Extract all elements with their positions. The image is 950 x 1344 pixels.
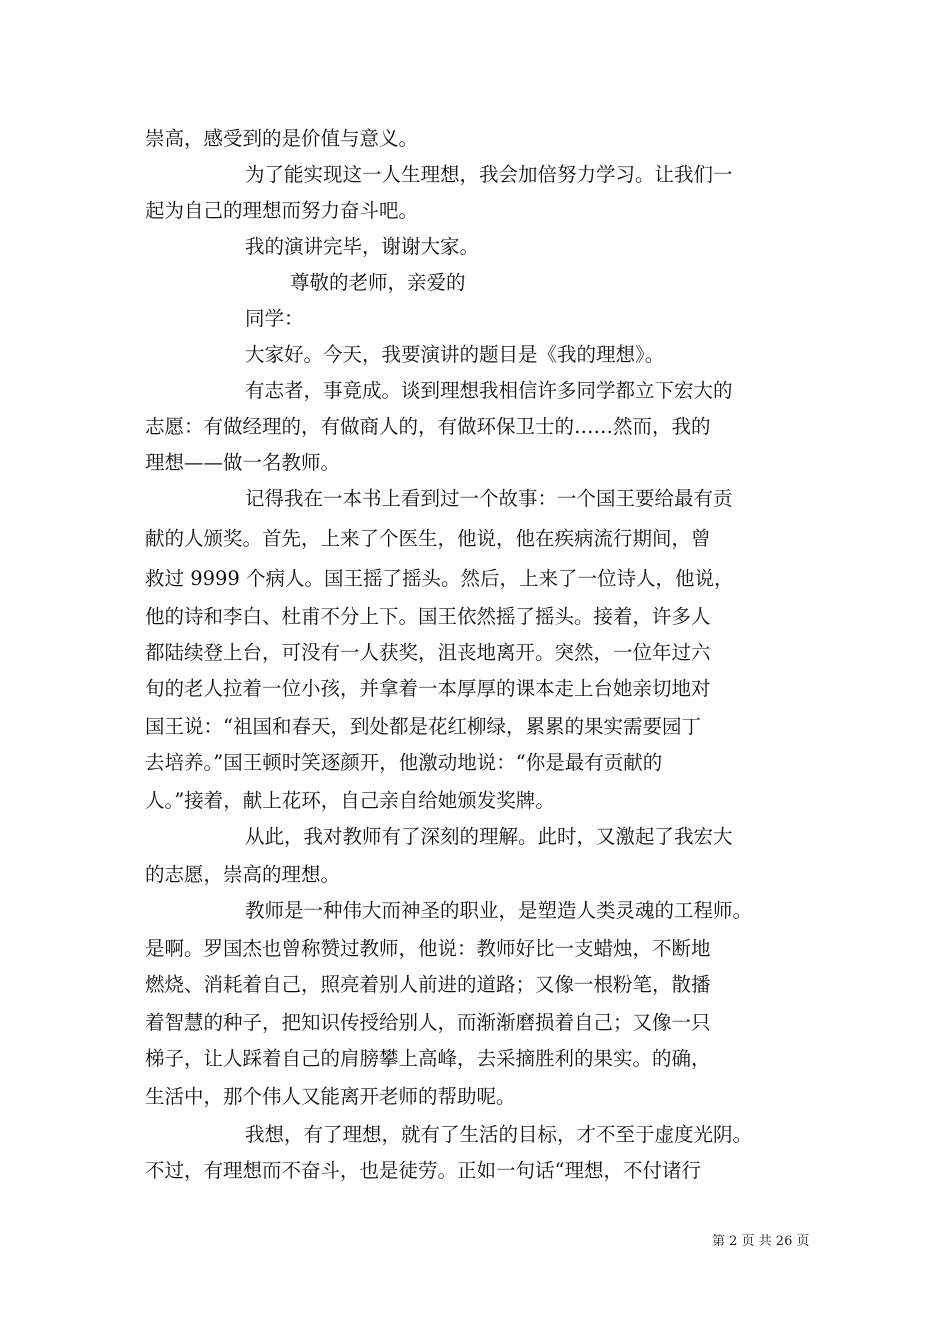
page-footer: 第 2 页 共 26 页 (712, 1234, 810, 1249)
text-line: 大家好。今天，我要演讲的题目是《我的理想》。 (245, 343, 665, 366)
text-line: 我想，有了理想，就有了生活的目标，才不至于虚度光阴。 (245, 1123, 753, 1146)
text-line: 着智慧的种子，把知识传授给别人，而渐渐磨损着自己；又像一只 (145, 1011, 711, 1034)
text-line: 崇高，感受到的是价值与意义。 (145, 127, 419, 150)
text-line: 志愿：有做经理的，有做商人的，有做环保卫士的……然而，我的 (145, 415, 711, 438)
text-line: 我的演讲完毕，谢谢大家。 (245, 235, 480, 258)
text-line: 旬的老人拉着一位小孩，并拿着一本厚厚的课本走上台她亲切地对 (145, 677, 711, 700)
text-line: 不过，有理想而不奋斗，也是徒劳。正如一句话“理想，不付诸行 (145, 1159, 701, 1182)
text-line: 救过 9999 个病人。国王摇了摇头。然后，上来了一位诗人，他说， (145, 567, 734, 590)
text-line: 他的诗和李白、杜甫不分上下。国王依然摇了摇头。接着，许多人 (145, 605, 711, 628)
text-line: 记得我在一本书上看到过一个故事：一个国王要给最有贡 (245, 487, 733, 510)
text-line: 人。”接着，献上花环，自己亲自给她颁发奖牌。 (145, 789, 555, 812)
text-line: 生活中，那个伟人又能离开老师的帮助呢。 (145, 1085, 516, 1108)
text-line: 是啊。罗国杰也曾称赞过教师，他说：教师好比一支蜡烛，不断地 (145, 937, 711, 960)
text-line: 从此，我对教师有了深刻的理解。此时，又激起了我宏大 (245, 825, 733, 848)
text-line: 献的人颁奖。首先，上来了个医生，他说，他在疾病流行期间，曾 (145, 527, 711, 550)
text-line: 燃烧、消耗着自己，照亮着别人前进的道路；又像一根粉笔，散播 (145, 973, 711, 996)
text-line: 教师是一种伟大而神圣的职业，是塑造人类灵魂的工程师。 (245, 899, 753, 922)
text-line: 尊敬的老师，亲爱的 (290, 271, 466, 294)
text-line: 的志愿，崇高的理想。 (145, 863, 341, 886)
text-line: 为了能实现这一人生理想，我会加倍努力学习。让我们一 (245, 163, 733, 186)
text-line: 都陆续登上台，可没有一人获奖，沮丧地离开。突然，一位年过六 (145, 641, 711, 664)
text-line: 有志者，事竟成。谈到理想我相信许多同学都立下宏大的 (245, 379, 733, 402)
text-line: 理想——做一名教师。 (145, 451, 341, 474)
text-line: 梯子，让人踩着自己的肩膀攀上高峰，去采摘胜利的果实。的确， (145, 1047, 711, 1070)
text-line: 起为自己的理想而努力奋斗吧。 (145, 199, 419, 222)
text-line: 去培养。”国王顿时笑逐颜开，他激动地说：“你是最有贡献的 (145, 751, 663, 774)
text-line: 国王说：“祖国和春天，到处都是花红柳绿，累累的果实需要园丁 (145, 715, 701, 738)
text-line: 同学： (245, 307, 304, 330)
